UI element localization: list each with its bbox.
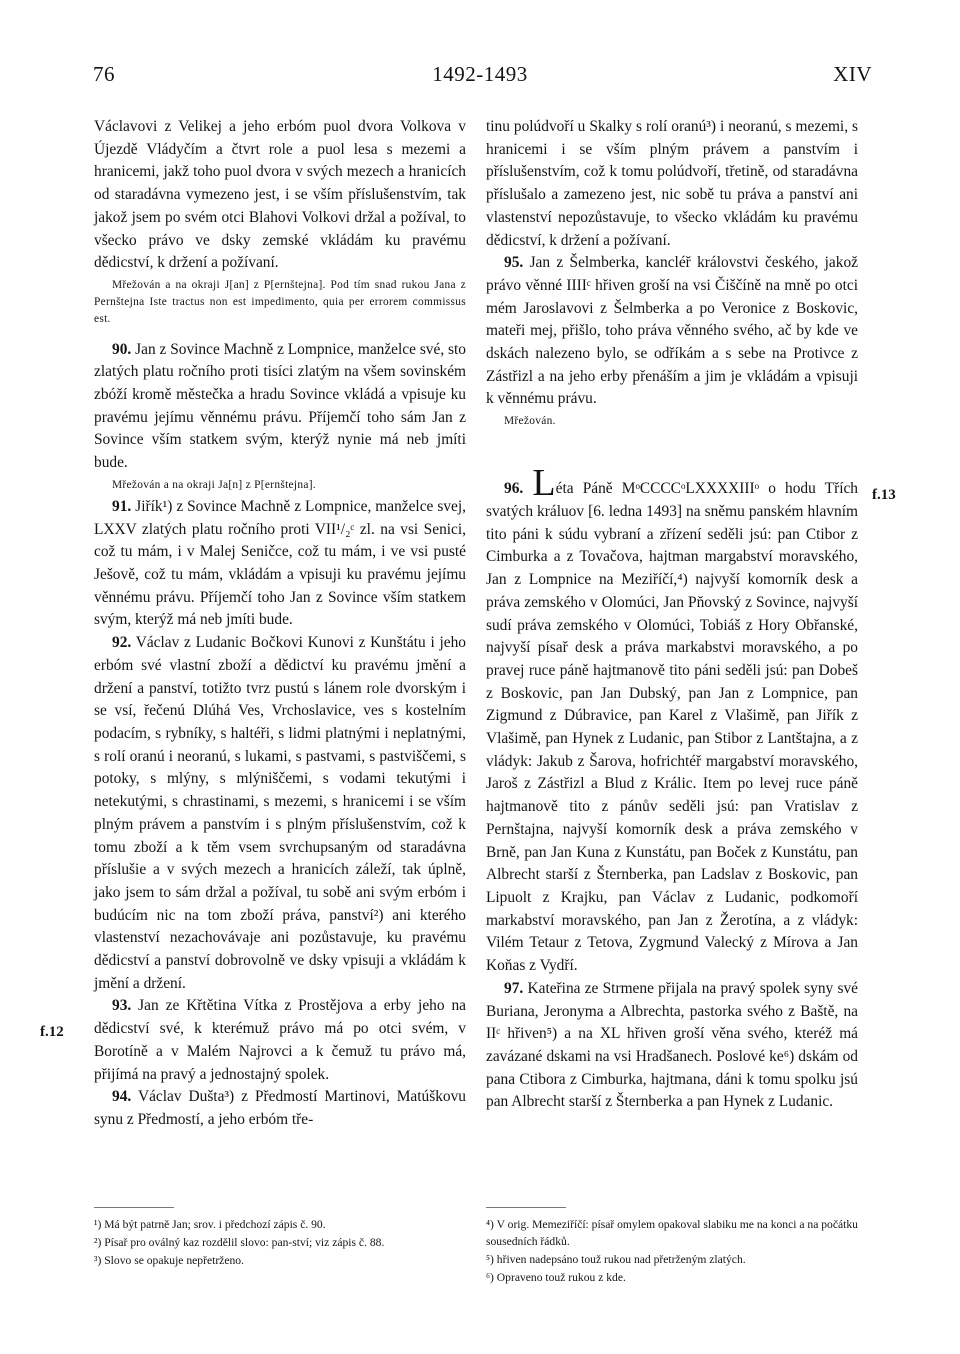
- left-column: [94, 116, 466, 1132]
- editorial-note: Mřežován.: [504, 415, 556, 428]
- entry-number: 97.: [504, 979, 524, 997]
- entry-text: Jan z Šelmberka, kancléř královstvi českého, jakož právo věnné IIIIᶜ hřiven groší na vsi Čiščíně na mně po otci mém Jaroslavovi z Šelmberka a po Veronice z Boskovic, mateři mej, přišlo, toho práva věnného svého, ač by kde ve dskách nalezeno bylo, se odříkám a s sebe na Protivce z Zástřizl a na jeho erby přenáším a jim je vkládám a vpisuji k věnnému právu.: [486, 254, 858, 408]
- editorial-note: Mřežován a na okraji J[an] z P[ernštejna]. Pod tím snad rukou Jana z Pernštejna Iste tractus non est impedimento, quia per errorem commissus est.: [94, 278, 466, 326]
- entry-text: Václav z Ludanic Bočkovi Kunovi z Kunštátu i jeho erbóm své vlastní zboží a dědictví ku pravému jmění a držení a panství, totižto tvrz pustú s lánem role dvorským i se vsí, řečenú Dlúhá Ves, Vrchoslavice, ves s kostelním podacím, s rybníky, s haltéři, s lidmi platnými i neplatnými, s rolí oranú i neoranú, s lukami, s pastvami, s pastviščemi, s potoky, s mlýny, s mlýniščemi, s vodami tekutými i netekutými, s chrastinami, s mezemi, s hranicemi i se vším plným právem a panstvím i s plným příslušenstvím, což k tomu zboží a k těm vsem svrchupsaným od staradávna příslušie a v svých mezech a hranicích záleží, tak úplně, jako jsem to sám držal a požíval, tu sobě ani svým erbóm i budúcím nic na tom zboží práva, panství²) ani kterého vlastenství nezachovávaje ani pozůstavuje, ku pravému dědicství a panství dobrovolně ve dsky vpisuji a vkládám k jmění a držení.: [94, 634, 466, 992]
- footnote: ²) Písař pro oválný kaz rozdělil slovo: pan-ství; viz zápis č. 88.: [94, 1236, 385, 1249]
- editorial-note: Mřežován a na okraji Ja[n] z P[ernštejna].: [112, 478, 316, 491]
- entry-94-continuation: tinu polúdvoří u Skalky s rolí oranú³) i neoranú, s mezemi, s hranicemi i se vším plným právem a panstvím i příslušenstvím, což k tomu polúdvoří, třetině, od staradávna příslušalo a zamezeno jest, nic sobě tu práva a panství ani vlastenství nepozůstavuje, to všecko vkládám ku pravému dědicství, k držení a požívaní.: [486, 118, 858, 249]
- folio-note-right: f.13: [872, 487, 896, 503]
- entry-96: [486, 462, 859, 977]
- entry-number: 90.: [112, 340, 132, 358]
- entry-text: Kateřina ze Strmene přijala na pravý spolek syny své Buriana, Jeronyma a Albrechta, pastorka svého z Baště, na IIᶜ hřiven⁵) a na XL hřiven groší věna svého, kteréž má zavázané dskami na vsi Hradšanech. Poslové ke⁶) dskám od pana Ctibora z Cimburka, hajtmana, dáni k tomu spolku jsú pan Albrecht starší z Šternberka a pan Hynek z Ludanic.: [486, 979, 858, 1111]
- entry-text: éta Páně MᵒCCCCᵒLXXXXIIIᵒ o hodu Třích svatých králuov [6. ledna 1493] na sněmu panském hlavním tito páni k súdu vybraní a zřízení seděli jsú: pan Ctibor z Cimburka a z Tovačova, hajtman margabství moravského, Jan z Lompnice na Meziříčí,⁴) najvyší komorník desk a práva zemského v Olomúci, Jan Pňovský z Sovince, najvyší sudí práva zemského v Olomúci, Tobiáš z Hory Obřanské, najvyší písař desk a práva markabstvi moravského, a po pravej ruce páně hajtmanově tito páni seděli jsú: pan Dobeš z Boskovic, pan Jan Dubský, pan Jan z Lompnice, pan Zigmund z Dúbravice, pan Karel z Vlašimě, pan Jiřík z Vlašimě, pan Hynek z Ludanic, pan Stibor z Lantštajna, a z vládyk: Jakub z Šarova, hofrichtéř margabství moravského, Jaroš z Zástřizl a Blud z Králic. Item po levej ruce páně hajtmanově tito z pánův seděli jsú: pan Vratislav z Pernštajna, najvyší komorník desk a práva zemského v Brně, pan Jan Kuna z Kunstátu, pan Boček z Kunstátu, pan Albrecht starší z Šternberka, pan Ladslav z Boskovic, pan Lipuolt z Krajku, pan Václav z Ludanic, podkomoří markabství moravského, pan Jan z Žerotína, a z vládyk: Vilém Tetaur z Tetova, Zygmund Valecký z Mírova a Jan Koňas z Vydří.: [486, 480, 859, 975]
- running-head-years: 1492-1493: [432, 62, 528, 86]
- folio-note-left: f.12: [40, 1024, 64, 1040]
- entry-text: Jan ze Křtětina Vítka z Prostějova a erby jeho na dědicství své, k kterémuž právo má po otci svém, v Borotíně a v Malém Najrovci a k čemuž tu právo má, přijímá na pravý a jednostajný spolek.: [94, 997, 466, 1083]
- entry-number: 93.: [112, 997, 132, 1015]
- entry-97: [486, 978, 858, 1114]
- footnote: ⁶) Opraveno touž rukou z kde.: [486, 1271, 626, 1284]
- right-column: [486, 116, 858, 1114]
- entry-number: 96.: [504, 480, 524, 498]
- entry-93: [94, 995, 466, 1086]
- page-number: 76: [93, 62, 115, 86]
- footnote-rule-right: [486, 1207, 566, 1208]
- entry-text: Jan z Sovince Machně z Lompnice, manželce své, sto zlatých platu ročního proti tisíci zlatým na všem sovinském zbóží kromě městečka a hradu Sovince vkládá a vpisuje ku pravému jejímu věnnému právu. Příjemčí toho sám Jan z Sovince vším statkem svým, kterýž nynie má neb jmíti bude.: [94, 340, 467, 472]
- entry-91: [94, 496, 466, 632]
- footnotes-left: [94, 1216, 466, 1270]
- footnote: ¹) Má být patrně Jan; srov. i předchozí zápis č. 90.: [94, 1218, 326, 1231]
- entry-number: 92.: [112, 634, 132, 652]
- entry-number: 91.: [112, 497, 132, 515]
- entry-94: [94, 1086, 466, 1131]
- entry-text: Jiřík¹) z Sovince Machně z Lompnice, manželce svej, LXXV zlatých platu ročního proti VII¹/₂ᶜ zl. na vsi Senici, což tu mám, i v Malej Seničce, což tu mám, i ve vsi pusté Ješově, což tu mám, vkládám a vpisuji ku pravému jejímu věnnému právu. Příjemčí toho Jan z Sovince vším statkem svým, kterýž má neb jmíti bude.: [94, 497, 466, 629]
- entry-92: [94, 632, 466, 995]
- entry-number: 94.: [112, 1088, 132, 1106]
- footnote: ⁵) hřiven nadepsáno touž rukou nad přetrženým zlatých.: [486, 1253, 746, 1266]
- section-number: XIV: [833, 62, 872, 86]
- entry-number: 95.: [504, 254, 524, 272]
- entry-90: [94, 339, 466, 475]
- initial-letter: L: [532, 462, 556, 505]
- footnotes-right: [486, 1216, 858, 1287]
- entry-89-continuation: Václavovi z Velikej a jeho erbóm puol dvora Volkova v Újezdě Vládyčím a čtvrt role a puol lesa s mezemi a hranicemi, jakž toho puol dvora v svých mezech a hranicích od staradávna vymezeno jest, i se vším příslušenstvím, tak jakož jsem po svém otci Blahovi Volkovi držal a požíval, to všecko právo ve dsky zemské vkládám ku pravému dědicství, k držení a požívaní.: [94, 118, 466, 272]
- footnote-rule-left: [94, 1207, 174, 1208]
- footnote: ³) Slovo se opakuje nepřetrženo.: [94, 1254, 244, 1267]
- entry-text: Václav Dušta³) z Předmostí Martinovi, Matúškovu synu z Předmostí, a jeho erbóm tře-: [94, 1088, 466, 1128]
- footnote: ⁴) V orig. Memeziříčí: písař omylem opakoval slabiku me na konci a na počátku sousedních řádků.: [486, 1218, 858, 1248]
- entry-95: [486, 252, 858, 411]
